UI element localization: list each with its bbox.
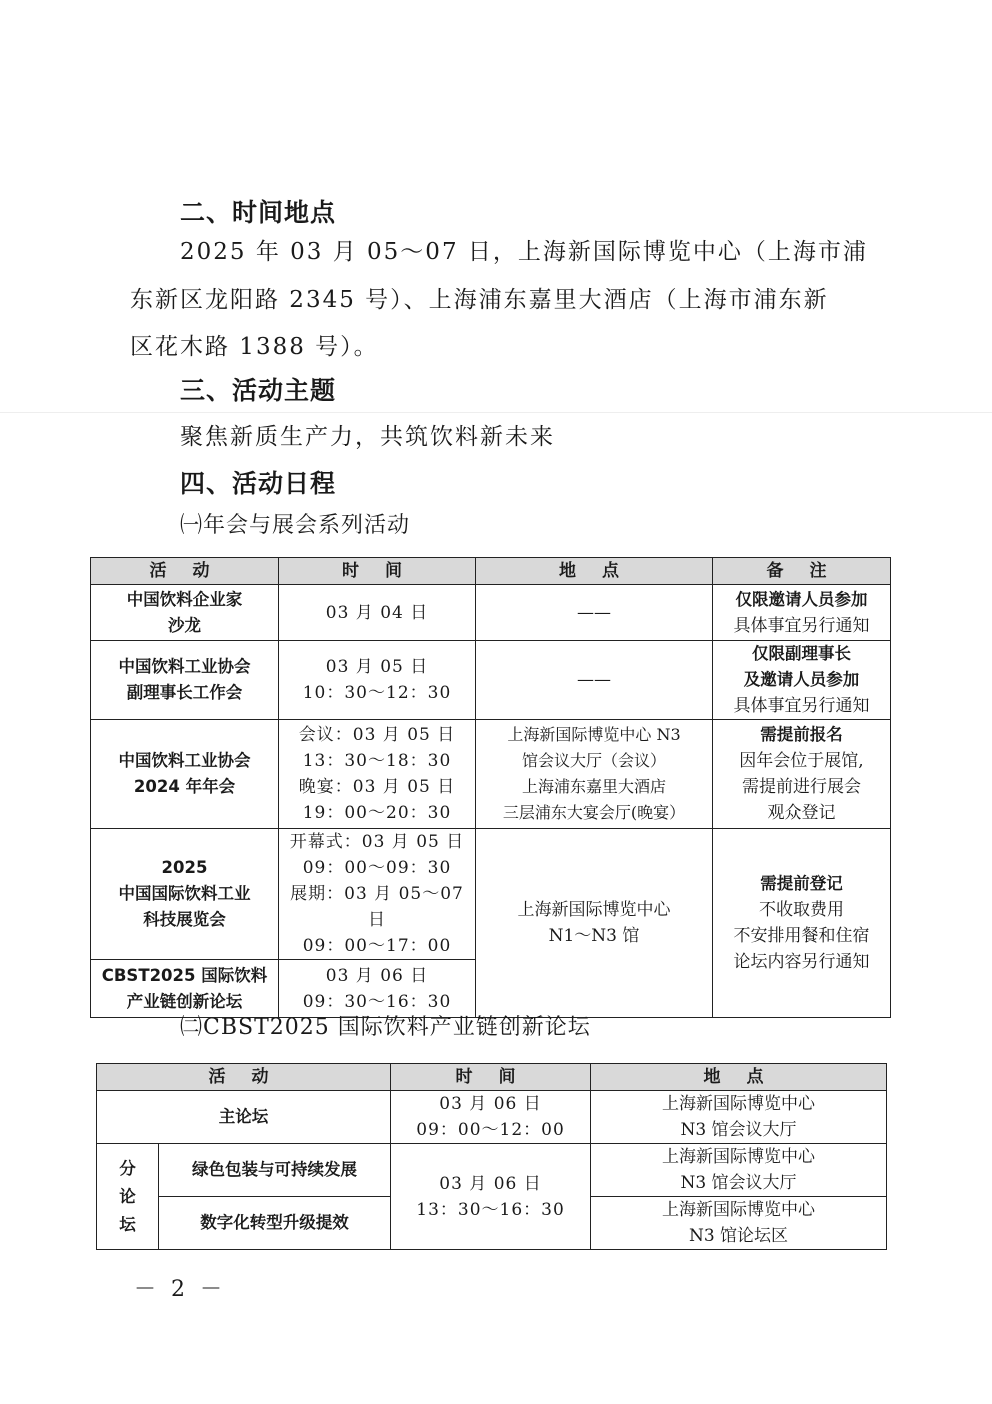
activity-name: 主论坛 (218, 1107, 269, 1126)
table-row (91, 829, 891, 960)
header-time: 时 间 (391, 1064, 591, 1091)
note-text: 仅限邀请人员参加 (735, 589, 868, 609)
note-text: 论坛内容另行通知 (733, 952, 870, 972)
section-heading-time-place: 二、时间地点 (180, 198, 337, 227)
activity-cell (159, 1197, 391, 1250)
note-text: 需提前报名 (760, 725, 843, 744)
activity-name: 2024 年年会 (133, 777, 236, 796)
time-text: 09：30～16：30 (302, 991, 452, 1012)
header-note: 备 注 (713, 558, 891, 585)
subsection-annual-expo: ㈠年会与展会系列活动 (180, 513, 411, 538)
time-text: 09：00～09：30 (302, 858, 452, 878)
activity-name: 科技展览会 (143, 910, 226, 929)
header-time: 时 间 (279, 558, 476, 585)
branch-forum-label (97, 1144, 159, 1250)
place-cell (476, 585, 713, 641)
time-text: 03 月 06 日 (325, 965, 429, 986)
annual-expo-schedule-table (90, 557, 891, 1018)
note-cell (713, 641, 891, 720)
table-row (97, 1091, 887, 1144)
activity-name: 沙龙 (168, 615, 201, 635)
time-text: 03 月 05 日 (325, 657, 429, 677)
time-cell (279, 829, 476, 960)
section-heading-schedule: 四、活动日程 (180, 469, 337, 498)
place-cell (476, 641, 713, 720)
place-cell (591, 1091, 887, 1144)
place-text: N1～N3 馆 (548, 926, 640, 946)
activity-name: CBST2025 国际饮料 (101, 965, 268, 985)
time-cell (279, 585, 476, 641)
time-text: 03 月 06 日 (439, 1094, 542, 1114)
place-text: 上海浦东嘉里大酒店 (521, 777, 666, 796)
section-heading-theme: 三、活动主题 (180, 376, 337, 405)
place-text: 上海新国际博览中心 (517, 900, 671, 920)
place-text: —— (577, 602, 611, 623)
forum-schedule-table (96, 1063, 887, 1250)
activity-name: 数字化转型升级提效 (200, 1213, 349, 1232)
place-cell (591, 1144, 887, 1197)
note-text: 因年会位于展馆, (739, 751, 864, 771)
header-place: 地 点 (476, 558, 713, 585)
place-text: N3 馆会议大厅 (680, 1120, 797, 1140)
page-number: － 2 － (134, 1277, 226, 1302)
note-text: 及邀请人员参加 (743, 670, 860, 689)
time-cell (279, 960, 476, 1018)
header-activity: 活 动 (97, 1064, 391, 1091)
time-place-line-3: 区花木路 1388 号）。 (130, 334, 379, 360)
scan-fold-line (0, 412, 992, 413)
activity-cell (159, 1144, 391, 1197)
place-cell (476, 829, 713, 1018)
header-place: 地 点 (591, 1064, 887, 1091)
time-place-line-1: 2025 年 03 月 05～07 日，上海新国际博览中心（上海市浦 (180, 239, 868, 265)
note-cell (713, 720, 891, 829)
note-text: 仅限副理事长 (752, 644, 851, 663)
note-text: 需提前登记 (760, 874, 843, 893)
time-text: 10：30～12：30 (302, 683, 452, 703)
place-cell (476, 720, 713, 829)
table-row (97, 1144, 887, 1197)
place-text: 上海新国际博览中心 N3 (507, 725, 681, 744)
note-text: 需提前进行展会 (742, 777, 861, 797)
table-row (91, 585, 891, 641)
place-text: —— (577, 670, 611, 690)
place-text: 馆会议大厅（会议） (521, 751, 666, 770)
activity-name: 2025 (161, 858, 208, 877)
place-text: 上海新国际博览中心 (662, 1200, 816, 1220)
time-text: 09：00～17：00 (302, 936, 452, 956)
activity-cell (91, 720, 279, 829)
time-text: 09：00～12：00 (416, 1120, 565, 1140)
note-cell (713, 829, 891, 1018)
time-text: 19：00～20：30 (302, 803, 452, 823)
note-text: 不安排用餐和住宿 (733, 926, 870, 946)
time-text: 13：30～16：30 (416, 1199, 565, 1220)
table-header-row (97, 1064, 887, 1091)
time-cell (391, 1144, 591, 1250)
place-text: 三层浦东大宴会厅(晚宴） (502, 803, 686, 822)
time-text: 开幕式：03 月 05 日 (289, 832, 465, 852)
place-text: 上海新国际博览中心 (662, 1147, 816, 1167)
place-text: N3 馆论坛区 (688, 1226, 789, 1246)
activity-name: 中国国际饮料工业 (118, 884, 251, 903)
time-cell (279, 641, 476, 720)
time-place-line-2: 东新区龙阳路 2345 号）、上海浦东嘉里大酒店（上海市浦东新 (130, 287, 829, 313)
activity-cell (91, 960, 279, 1018)
header-activity: 活 动 (91, 558, 279, 585)
place-cell (591, 1197, 887, 1250)
note-cell (713, 585, 891, 641)
note-text: 观众登记 (767, 803, 836, 823)
activity-name: 中国饮料企业家 (126, 589, 243, 609)
activity-name: 中国饮料工业协会 (118, 657, 251, 676)
time-text: 展期：03 月 05～07 日 (290, 884, 464, 930)
time-text: 03 月 04 日 (325, 602, 429, 623)
activity-cell (91, 829, 279, 960)
branch-forum-text: 分论坛 (119, 1158, 136, 1234)
activity-name: 产业链创新论坛 (126, 991, 243, 1011)
activity-theme-text: 聚焦新质生产力，共筑饮料新未来 (180, 424, 555, 450)
time-text: 03 月 06 日 (439, 1173, 542, 1194)
place-text: N3 馆会议大厅 (680, 1173, 797, 1193)
time-text: 13：30～18：30 (302, 751, 452, 771)
activity-name: 中国饮料工业协会 (118, 751, 251, 770)
note-text: 具体事宜另行通知 (733, 696, 870, 716)
note-text: 不收取费用 (759, 900, 844, 920)
activity-cell (97, 1091, 391, 1144)
activity-cell (91, 641, 279, 720)
time-text: 会议：03 月 05 日 (298, 725, 456, 745)
time-text: 晚宴：03 月 05 日 (298, 777, 456, 797)
table-header-row (91, 558, 891, 585)
place-text: 上海新国际博览中心 (662, 1094, 816, 1114)
activity-name: 绿色包装与可持续发展 (192, 1160, 357, 1179)
subsection-forum: ㈡CBST2025 国际饮料产业链创新论坛 (180, 1015, 591, 1040)
table-row (91, 641, 891, 720)
activity-name: 副理事长工作会 (126, 683, 243, 702)
time-cell (391, 1091, 591, 1144)
table-row (91, 720, 891, 829)
activity-cell (91, 585, 279, 641)
time-cell (279, 720, 476, 829)
note-text: 具体事宜另行通知 (733, 615, 870, 636)
